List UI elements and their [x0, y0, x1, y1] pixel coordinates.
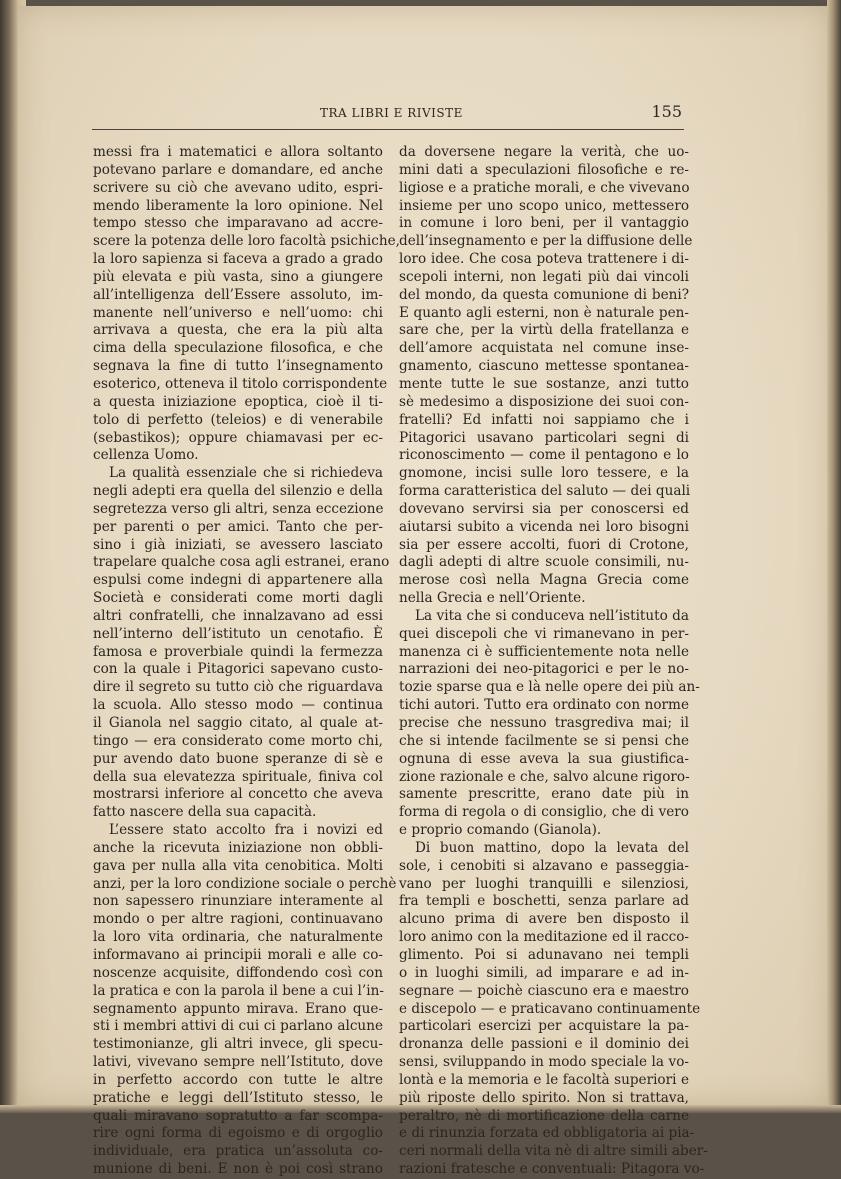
- text-line: il Gianola nel saggio citato, al quale at-: [93, 715, 383, 731]
- text-line: alcuno prima di avere ben disposto il: [399, 911, 689, 928]
- text-line: scere la potenza delle loro facoltà psichiche,: [93, 233, 400, 250]
- text-line: L’essere stato accolto fra i novizi ed: [109, 822, 383, 839]
- text-line: zione razionale e che, salvo alcune rigoro-: [399, 768, 690, 785]
- text-line: nell’interno dell’istituto un cenotafio. È: [93, 625, 383, 642]
- text-line: a questa iniziazione epoptica, cioè il ti-: [93, 393, 383, 410]
- text-line: lontà e la memoria e le facoltà superiori e: [399, 1071, 689, 1088]
- text-line: segretezza verso gli altri, senza eccezione: [93, 500, 384, 517]
- text-line: mostrarsi inferiore al concetto che aveva: [93, 786, 383, 803]
- text-line: ceri normali della vita nè di altre simili aber-: [399, 1143, 708, 1160]
- text-line: trapelare qualche cosa agli estranei, erano: [93, 554, 390, 571]
- text-line: arrivava a questa, che era la più alta: [93, 322, 383, 339]
- text-line: scrivere su ciò che avevano udito, espri-: [93, 179, 383, 196]
- text-line: mondo o per altre ragioni, continuavano: [93, 911, 383, 928]
- text-line: dronanza delle passioni e il dominio dei: [399, 1036, 689, 1053]
- text-line: sia per essere accolti, fuori di Crotone,: [399, 536, 689, 553]
- text-line: altri confratelli, che innalzavano ad essi: [93, 607, 383, 624]
- text-line: segnamento appunto mirava. Erano que-: [93, 1000, 383, 1017]
- text-line: lativi, vivevano sempre nell’Istituto, dove: [93, 1054, 383, 1071]
- text-line: quei discepoli che vi rimanevano in per-: [399, 625, 689, 642]
- text-line: ognuna di esse aveva la sua giustifica-: [399, 750, 689, 767]
- text-line: dovevano servirsi sia per conoscersi ed: [399, 500, 689, 517]
- text-line: segnava la fine di tutto l’insegnamento: [93, 358, 383, 375]
- text-line: espulsi come indegni di appartenere alla: [93, 572, 383, 589]
- text-line: o in luoghi simili, ad imparare e ad in-: [399, 964, 689, 981]
- text-line: peraltro, nè di mortificazione della carne: [399, 1107, 689, 1124]
- text-line: pur avendo dato buone speranze di sè e: [93, 750, 383, 767]
- text-line: nella Grecia e nell’Oriente.: [399, 590, 586, 607]
- text-line: gava per nulla alla vita cenobitica. Molti: [93, 857, 383, 874]
- text-line: cellenza Uomo.: [93, 447, 199, 464]
- text-line: tichi autori. Tutto era ordinato con norme: [399, 697, 689, 714]
- text-line: in comune i loro beni, per il vantaggio: [399, 215, 689, 232]
- text-line: narrazioni dei neo-pitagorici e per le no-: [399, 661, 689, 678]
- text-line: dell’amore acquistata nel comune inse-: [399, 340, 689, 357]
- text-line: anche la ricevuta iniziazione non obbli-: [93, 839, 383, 856]
- text-line: (sebastikos); oppure chiamavasi per ec-: [93, 429, 383, 446]
- text-line: particolari esercizi per acquistare la pa-: [399, 1018, 689, 1035]
- text-line: mente tutte le sue sostanze, anzi tutto: [399, 375, 689, 392]
- text-line: la scuola. Allo stesso modo — continua: [93, 697, 383, 714]
- text-line: più riposte dello spirito. Non si trattava,: [399, 1089, 689, 1106]
- left-text-column: [93, 144, 400, 1179]
- text-line: fatto nascere della sua capacità.: [93, 804, 317, 821]
- text-line: loro animo con la meditazione ed il racco-: [399, 929, 689, 946]
- text-line: scepoli interni, non legati più dai vincoli: [399, 268, 689, 285]
- text-line: da doversene negare la verità, che uo-: [399, 144, 689, 160]
- text-line: testimonianze, gli altri invece, gli specu-: [93, 1036, 383, 1053]
- text-line: precise che nessuno trasgrediva mai; il: [399, 715, 689, 731]
- text-line: all’intelligenza dell’Essere assoluto, im-: [93, 286, 383, 303]
- text-line: la loro vita ordinaria, che naturalmente: [93, 929, 383, 946]
- text-line: messi fra i matematici e allora soltanto: [93, 144, 383, 160]
- text-line: esoterico, otteneva il titolo corrispondente: [93, 375, 388, 392]
- text-line: dell’insegnamento e per la diffusione delle: [399, 233, 693, 250]
- text-line: forma caratteristica del saluto — dei quali: [399, 483, 691, 500]
- text-line: riconoscimento — come il pentagono e lo: [399, 447, 689, 464]
- text-line: dagli adepti di altre scuole consimili, nu-: [399, 554, 689, 571]
- text-line: sensi, sviluppando in modo speciale la vo-: [399, 1054, 689, 1071]
- text-line: in perfetto accordo con tutte le altre: [93, 1071, 383, 1088]
- text-line: famosa e proverbiale quindi la fermezza: [93, 643, 383, 660]
- text-line: dire il segreto su tutto ciò che riguardava: [93, 679, 383, 696]
- page-stack-edge: [827, 0, 841, 1113]
- text-line: loro idee. Che cosa poteva trattenere i di-: [399, 251, 689, 268]
- text-line: e di rinunzia forzata ed obbligatoria ai pia-: [399, 1125, 695, 1142]
- text-line: La vita che si conduceva nell’istituto da: [415, 607, 689, 624]
- text-line: sè medesimo a disposizione dei suoi con-: [399, 393, 689, 410]
- text-line: non sapessero rinunziare interamente al: [93, 893, 383, 910]
- text-line: mini dati a speculazioni filosofiche e re-: [399, 161, 689, 178]
- text-line: sare che, per la virtù della fratellanza e: [399, 322, 689, 339]
- text-line: Società e considerati come morti dagli: [93, 590, 383, 607]
- text-line: con la quale i Pitagorici sapevano custo-: [93, 661, 383, 678]
- text-line: per parenti o per amici. Tanto che per-: [93, 518, 383, 535]
- text-line: individuale, era pratica un’assoluta co-: [93, 1143, 383, 1160]
- text-line: glimento. Poi si adunavano nei templi: [399, 946, 689, 963]
- text-line: fratelli? Ed infatti noi sappiamo che i: [399, 411, 689, 428]
- text-line: samente prescritte, erano date più in: [399, 786, 689, 803]
- text-line: tingo — era considerato come morto chi,: [93, 732, 383, 749]
- running-title: TRA LIBRI E RIVISTE: [320, 106, 463, 120]
- text-line: forma di regola o di consiglio, che di vero: [399, 804, 689, 821]
- text-line: manenza ci è sufficientemente nota nelle: [399, 643, 689, 660]
- text-line: informavano ai principii morali e alle co-: [93, 946, 383, 963]
- text-line: razioni fratesche e conventuali: Pitagora vo-: [399, 1161, 705, 1178]
- text-line: e proprio comando (Gianola).: [399, 822, 602, 839]
- text-line: più elevata e più vasta, sino a giungere: [93, 268, 383, 285]
- text-line: vano per luoghi tranquilli e silenziosi,: [399, 875, 689, 892]
- text-line: tozie sparse qua e là nelle opere dei più an-: [399, 679, 700, 696]
- text-line: aiutarsi subito a vicenda nei loro bisogni: [399, 518, 689, 535]
- text-line: La qualità essenziale che si richiedeva: [109, 465, 383, 482]
- running-header: [92, 103, 684, 130]
- text-line: sino i già iniziati, se avessero lasciato: [93, 536, 383, 553]
- text-line: che si intende facilmente se si pensi che: [399, 732, 689, 749]
- text-line: della sua elevatezza spirituale, finiva col: [93, 768, 383, 785]
- text-line: noscenze acquisite, diffondendo così con: [93, 964, 383, 981]
- text-line: gnomone, incisi sulle loro tessere, e la: [399, 465, 689, 482]
- text-line: del mondo, da questa comunione di beni?: [399, 286, 689, 303]
- text-line: rire ogni forma di egoismo e di orgoglio: [93, 1125, 383, 1142]
- text-line: manente nell’universo e nell’uomo: chi: [93, 304, 383, 321]
- text-line: la pratica e con la parola il bene a cui l’in-: [93, 982, 384, 999]
- text-line: tempo stesso che imparavano ad accre-: [93, 215, 383, 232]
- text-line: pratiche e leggi dell’Istituto stesso, le: [93, 1089, 383, 1106]
- text-line: Di buon mattino, dopo la levata del: [415, 839, 689, 856]
- text-line: quali miravano sopratutto a far scompa-: [93, 1107, 383, 1124]
- text-line: sti i membri attivi di cui ci parlano alcune: [93, 1018, 383, 1035]
- page-number: 155: [651, 102, 682, 121]
- text-line: anzi, per la loro condizione sociale o perchè: [93, 875, 397, 892]
- text-line: merose così nella Magna Grecia come: [399, 572, 689, 589]
- text-line: fra templi e boschetti, senza parlare ad: [399, 893, 689, 910]
- right-text-column: [399, 144, 708, 1179]
- text-line: tolo di perfetto (teleios) e di venerabile: [93, 411, 383, 428]
- text-line: E quanto agli esterni, non è naturale pen-: [399, 304, 689, 321]
- text-line: potevano parlare e domandare, ed anche: [93, 161, 383, 178]
- text-line: insieme per uno scopo unico, mettessero: [399, 197, 689, 214]
- text-line: e discepolo — e praticavano continuamente: [399, 1000, 701, 1017]
- text-line: munione di beni. E non è poi così strano: [93, 1161, 383, 1178]
- text-line: sole, i cenobiti si alzavano e passeggia-: [399, 857, 689, 874]
- text-line: la loro sapienza si faceva a grado a grado: [93, 251, 383, 268]
- text-line: negli adepti era quella del silenzio e della: [93, 483, 383, 500]
- text-line: mendo liberamente la loro opinione. Nel: [93, 197, 383, 214]
- text-line: Pitagorici usavano particolari segni di: [399, 429, 689, 446]
- text-line: ligiose e a pratiche morali, e che vivevano: [399, 179, 690, 196]
- text-line: gnamento, ciascuno mettesse spontanea-: [399, 358, 689, 375]
- text-line: cima della speculazione filosofica, e che: [93, 340, 383, 357]
- text-line: segnare — poichè ciascuno era e maestro: [399, 982, 689, 999]
